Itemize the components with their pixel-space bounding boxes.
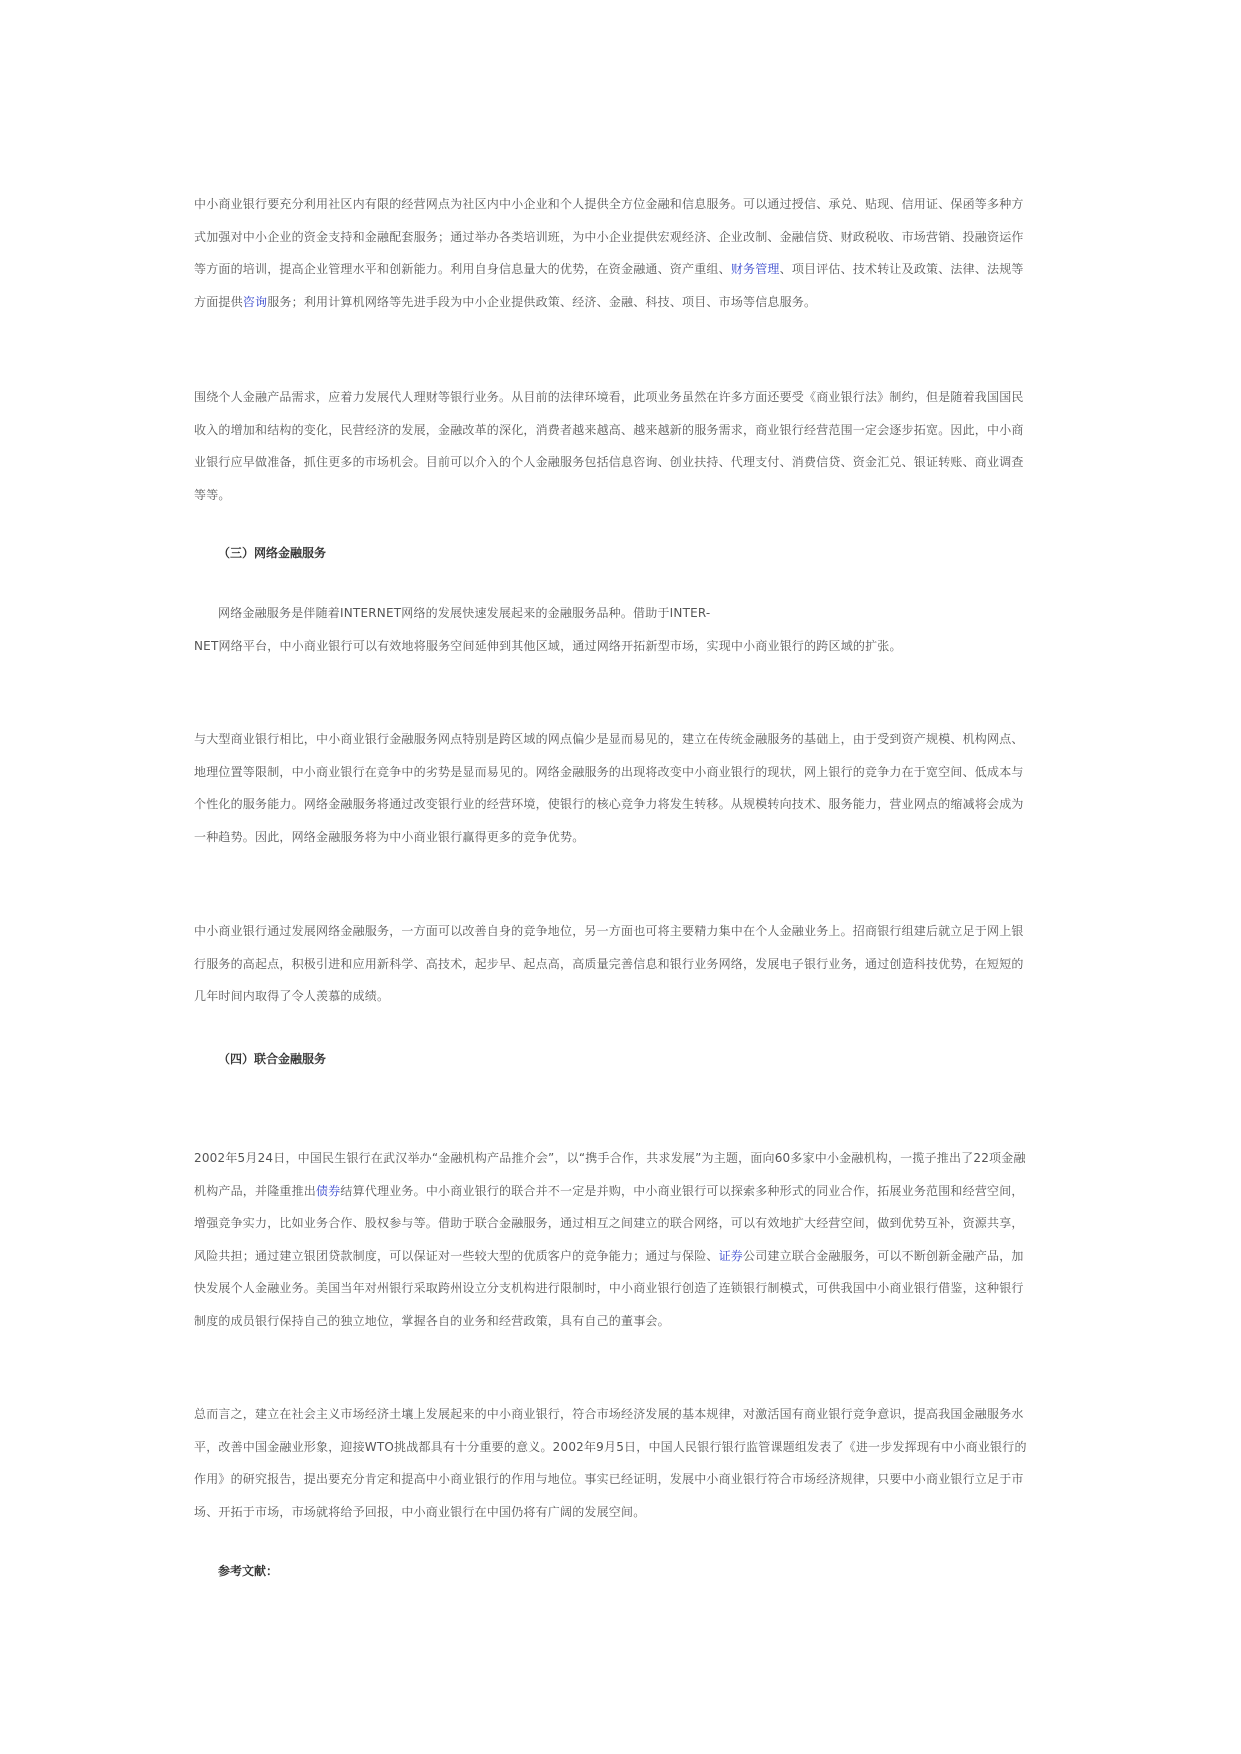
text-line: 场、开拓于市场，市场就将给予回报，中小商业银行在中国仍将有广阔的发展空间。: [194, 1504, 646, 1519]
text-line: 网络金融服务是伴随着INTERNET网络的发展快速发展起来的金融服务品种。借助于INTER-: [218, 606, 711, 620]
text-line: 快发展个人金融业务。美国当年对州银行采取跨州设立分支机构进行限制时，中小商业银行创造了连锁银行制模式，可供我国中小商业银行借鉴，这种银行: [194, 1281, 1024, 1295]
text-line: 个性化的服务能力。网络金融服务将通过改变银行业的经营环境，使银行的核心竞争力将发生转移。从规模转向技术、服务能力，营业网点的缩减将会成为: [194, 797, 1024, 811]
text-segment: 风险共担；通过建立银团贷款制度，可以保证对一些较大型的优质客户的竞争能力；通过与保险、: [194, 1248, 719, 1263]
link-consulting[interactable]: 咨询: [242, 294, 268, 309]
paragraph-conclusion: [194, 1398, 1046, 1528]
text-line: [194, 253, 1046, 286]
text-line: 收入的增加和结构的变化，民营经济的发展，金融改革的深化，消费者越来越高、越来越新的服务需求，商业银行经营范围一定会逐步拓宽。因此，中小商: [194, 422, 1024, 437]
text-line: 增强竞争实力，比如业务合作、股权参与等。借助于联合金融服务，通过相互之间建立的联合网络，可以有效地扩大经营空间，做到优势互补，资源共享，: [194, 1216, 1024, 1230]
text-line: [194, 1175, 1046, 1208]
text-line: 一种趋势。因此，网络金融服务将为中小商业银行赢得更多的竞争优势。: [194, 829, 585, 844]
paragraph-community-services: [194, 188, 1046, 318]
paragraph-network-competition: [194, 915, 1046, 1013]
text-line: 业银行应早做准备，抓住更多的市场机会。目前可以介入的个人金融服务包括信息咨询、创业扶持、代理支付、消费信贷、资金汇兑、银证转账、商业调查: [194, 455, 1024, 469]
text-segment: 公司建立联合金融服务，可以不断创新金融产品，加: [743, 1248, 1024, 1263]
text-line: 中小商业银行要充分利用社区内有限的经营网点为社区内中小企业和个人提供全方位金融和信息服务。可以通过授信、承兑、贴现、信用证、保函等多种方: [194, 197, 1024, 211]
text-line: 作用》的研究报告，提出要充分肯定和提高中小商业银行的作用与地位。事实已经证明，发展中小商业银行符合市场经济规律，只要中小商业银行立足于市: [194, 1472, 1024, 1486]
text-line: [194, 1240, 1046, 1273]
paragraph-network-advantage: [194, 723, 1046, 853]
references-heading: 参考文献：: [218, 1564, 279, 1578]
text-line: 围绕个人金融产品需求，应着力发展代人理财等银行业务。从目前的法律环境看，此项业务虽然在许多方面还要受《商业银行法》制约，但是随着我国国民: [194, 390, 1024, 404]
text-segment: 服务；利用计算机网络等先进手段为中小企业提供政策、经济、金融、科技、项目、市场等信息服务。: [267, 294, 817, 309]
text-line: 制度的成员银行保持自己的独立地位，掌握各自的业务和经营政策，具有自己的董事会。: [194, 1313, 670, 1328]
text-line: 2002年5月24日，中国民生银行在武汉举办“金融机构产品推介会”，以“携手合作，共求发展”为主题，面向60多家中小金融机构，一揽子推出了22项金融: [194, 1151, 1026, 1165]
text-segment: 方面提供: [194, 294, 243, 309]
paragraph-joint-finance: [194, 1142, 1046, 1337]
text-line: 与大型商业银行相比，中小商业银行金融服务网点特别是跨区域的网点偏少是显而易见的，建立在传统金融服务的基础上，由于受到资产规模、机构网点、: [194, 732, 1024, 746]
text-line: 式加强对中小企业的资金支持和金融配套服务；通过举办各类培训班，为中小企业提供宏观经济、企业改制、金融信贷、财政税收、市场营销、投融资运作: [194, 229, 1024, 244]
link-financial-management[interactable]: 财务管理: [730, 262, 780, 276]
section-heading-joint-finance: （四）联合金融服务: [218, 1052, 327, 1066]
text-line: 平，改善中国金融业形象，迎接WTO挑战都具有十分重要的意义。2002年9月5日，中国人民银行银行监管课题组发表了《进一步发挥现有中小商业银行的: [194, 1439, 1027, 1454]
text-line: [194, 286, 1046, 319]
text-line: 几年时间内取得了令人羡慕的成绩。: [194, 989, 390, 1003]
link-securities[interactable]: 证券: [718, 1248, 744, 1263]
section-heading-network-finance: （三）网络金融服务: [218, 546, 327, 560]
text-line: 等等。: [194, 487, 231, 502]
text-segment: 、项目评估、技术转让及政策、法律、法规等: [779, 262, 1024, 276]
text-line: 地理位置等限制，中小商业银行在竞争中的劣势是显而易见的。网络金融服务的出现将改变中小商业银行的现状，网上银行的竞争力在于宽空间、低成本与: [194, 764, 1024, 779]
text-segment: 机构产品，并隆重推出: [194, 1183, 317, 1198]
text-line: 行服务的高起点，积极引进和应用新科学、高技术，起步早、起点高，高质量完善信息和银行业务网络，发展电子银行业务，通过创造科技优势，在短短的: [194, 956, 1024, 971]
text-line: 总而言之，建立在社会主义市场经济土壤上发展起来的中小商业银行，符合市场经济发展的基本规律，对激活国有商业银行竞争意识，提高我国金融服务水: [194, 1407, 1024, 1421]
paragraph-personal-finance: [194, 381, 1046, 511]
text-segment: 结算代理业务。中小商业银行的联合并不一定是并购，中小商业银行可以探索多种形式的同业合作，拓展业务范围和经营空间，: [340, 1183, 1024, 1198]
text-line: NET网络平台，中小商业银行可以有效地将服务空间延伸到其他区域，通过网络开拓新型市场，实现中小商业银行的跨区域的扩张。: [194, 638, 902, 653]
paragraph-network-finance-intro: [194, 597, 1046, 662]
text-segment: 等方面的培训，提高企业管理水平和创新能力。利用自身信息量大的优势，在资金融通、资产重组、: [194, 262, 731, 276]
link-bonds[interactable]: 债券: [316, 1183, 341, 1198]
text-line: 中小商业银行通过发展网络金融服务，一方面可以改善自身的竞争地位，另一方面也可将主要精力集中在个人金融业务上。招商银行组建后就立足于网上银: [194, 924, 1024, 938]
